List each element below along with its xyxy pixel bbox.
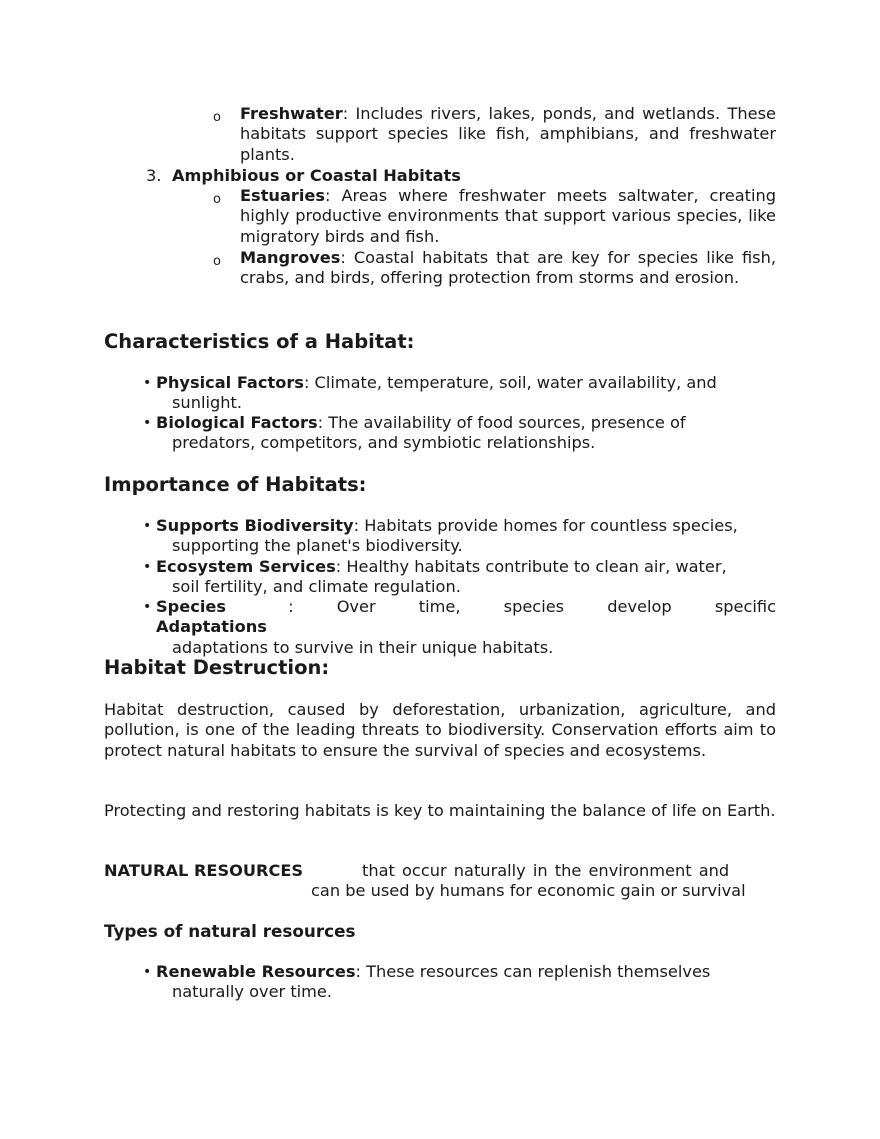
item-text: : Over time, species develop specific xyxy=(288,597,776,616)
sub-bullet-marker: o xyxy=(213,110,221,125)
list-item xyxy=(156,516,776,557)
item-term: Species Adaptations xyxy=(156,597,267,637)
importance-heading: Importance of Habitats: xyxy=(104,473,367,496)
section-title: Amphibious or Coastal Habitats xyxy=(172,166,461,185)
estuaries-item xyxy=(240,186,776,247)
bullet-marker: • xyxy=(143,559,152,575)
item-term: Biological Factors xyxy=(156,413,318,432)
bullet-marker: • xyxy=(143,415,152,431)
item-continuation: sunlight. xyxy=(172,393,242,413)
item-continuation: adaptations to survive in their unique habitats. xyxy=(172,637,554,657)
section-number: 3. xyxy=(146,166,162,185)
item-continuation: predators, competitors, and symbiotic relationships. xyxy=(172,433,596,453)
natural-resources-label: NATURAL RESOURCES xyxy=(104,861,304,880)
natural-resources-line-2: can be used by humans for economic gain or survival xyxy=(311,881,746,900)
sub-bullet-marker: o xyxy=(213,254,221,269)
list-item xyxy=(156,413,776,454)
bullet-marker: • xyxy=(143,964,152,980)
list-item xyxy=(156,557,776,598)
item-term: Renewable Resources xyxy=(156,962,356,981)
destruction-paragraph-1: Habitat destruction, caused by deforestation, urbanization, agriculture, and pollution, is one of the leading threats to biodiversity. Conservation efforts aim to protect natural habitats to ensure the survival of species and ecosystems. xyxy=(104,700,776,760)
types-heading: Types of natural resources xyxy=(104,921,356,941)
freshwater-text: : Includes rivers, lakes, ponds, and wetlands. These habitats support species like fish, amphibians, and freshwater plants. xyxy=(240,104,776,164)
list-item xyxy=(156,962,776,1003)
bullet-marker: • xyxy=(143,518,152,534)
natural-resources-line-1: that occur naturally in the environment and xyxy=(362,861,730,880)
freshwater-term: Freshwater xyxy=(240,104,343,123)
bullet-marker: • xyxy=(143,375,152,391)
item-continuation: soil fertility, and climate regulation. xyxy=(172,577,461,597)
item-term: Physical Factors xyxy=(156,373,304,392)
item-continuation: naturally over time. xyxy=(172,982,333,1002)
list-item xyxy=(156,597,776,658)
item-text: : Healthy habitats contribute to clean air, water, xyxy=(335,557,727,576)
characteristics-heading: Characteristics of a Habitat: xyxy=(104,330,415,353)
freshwater-item xyxy=(240,104,776,165)
bullet-marker: • xyxy=(143,599,152,615)
mangroves-item xyxy=(240,248,776,289)
destruction-heading: Habitat Destruction: xyxy=(104,656,330,679)
spaced-line xyxy=(156,597,776,638)
item-text: : These resources can replenish themselves xyxy=(355,962,711,981)
item-text: : The availability of food sources, presence of xyxy=(317,413,686,432)
list-item xyxy=(156,373,776,414)
mangroves-term: Mangroves xyxy=(240,248,341,267)
item-text: : Climate, temperature, soil, water availability, and xyxy=(303,373,717,392)
estuaries-term: Estuaries xyxy=(240,186,326,205)
sub-bullet-marker: o xyxy=(213,192,221,207)
item-term: Ecosystem Services xyxy=(156,557,336,576)
item-continuation: supporting the planet's biodiversity. xyxy=(172,536,463,556)
destruction-paragraph-2: Protecting and restoring habitats is key to maintaining the balance of life on Earth. xyxy=(104,801,776,820)
estuaries-text: : Areas where freshwater meets saltwater, creating highly productive environments that support various species, like migratory birds and fish. xyxy=(240,186,776,246)
item-term: Supports Biodiversity xyxy=(156,516,354,535)
item-text: : Habitats provide homes for countless species, xyxy=(353,516,738,535)
mangroves-text: : Coastal habitats that are key for species like fish, crabs, and birds, offering protection from storms and erosion. xyxy=(240,248,776,288)
